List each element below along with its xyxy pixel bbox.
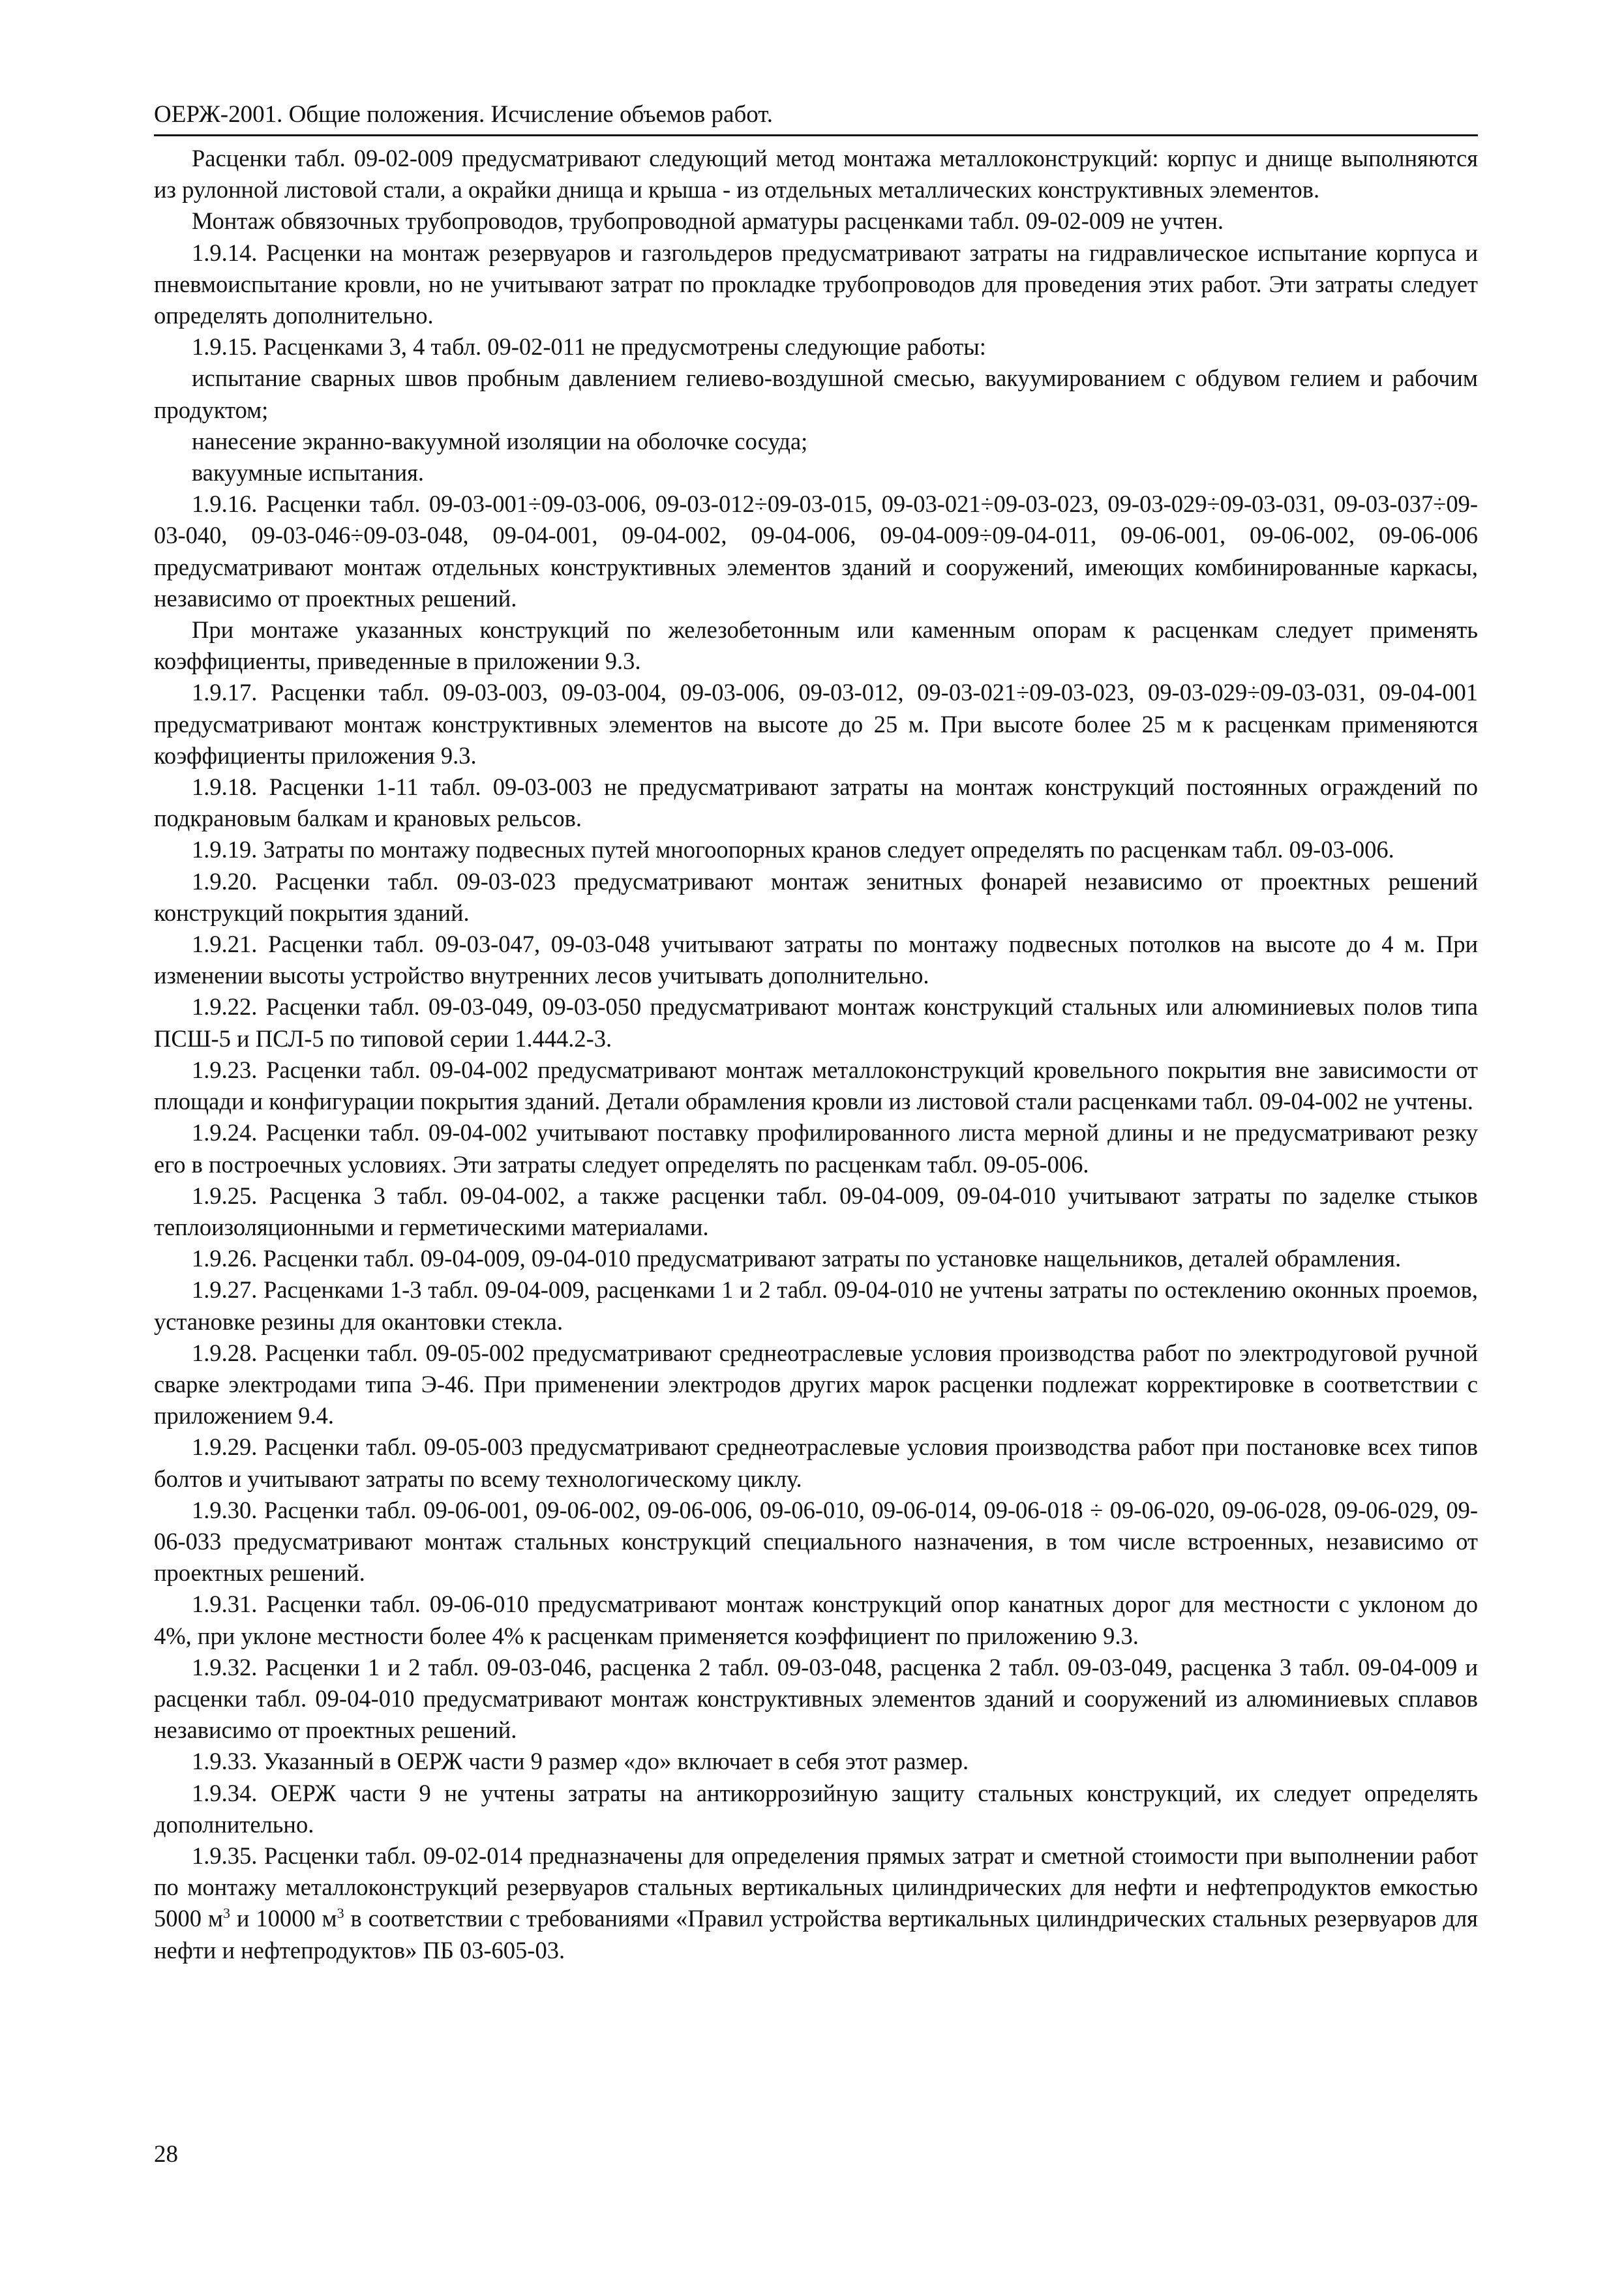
paragraph: 1.9.23. Расценки табл. 09-04-002 предусматривают монтаж металлоконструкций кровельного покрытия вне зависимости от площади и конфигурации покрытия зданий. Детали обрамления кровли из листовой стали расценками табл. 09-04-002 не учтены.	[154, 1056, 1478, 1115]
paragraph: 1.9.21. Расценки табл. 09-03-047, 09-03-048 учитывают затраты по монтажу подвесных потолков на высоте до 4 м. При изменении высоты устройство внутренних лесов учитывать дополнительно.	[154, 931, 1478, 989]
superscript: 3	[337, 1905, 344, 1922]
paragraph: 1.9.28. Расценки табл. 09-05-002 предусматривают среднеотраслевые условия производства работ по электродуговой ручной сварке электродами типа Э-46. При применении электродов других марок расценки подлежат корректировке в соответствии с приложением 9.4.	[154, 1339, 1478, 1429]
document-page	[154, 98, 1478, 1966]
paragraph: 1.9.16. Расценки табл. 09-03-001÷09-03-006, 09-03-012÷09-03-015, 09-03-021÷09-03-023, 09-03-029÷09-03-031, 09-03-037÷09-03-040, 09-03-046÷09-03-048, 09-04-001, 09-04-002, 09-04-006, 09-04-009÷09-04-011, 09-06-001, 09-06-002, 09-06-006 предусматривают монтаж отдельных конструктивных элементов зданий и сооружений, имеющих комбинированные каркасы, независимо от проектных решений.	[154, 490, 1478, 612]
paragraph-1-9-35	[154, 1840, 1478, 1966]
paragraph: вакуумные испытания.	[192, 459, 425, 486]
paragraph: 1.9.27. Расценками 1-3 табл. 09-04-009, расценками 1 и 2 табл. 09-04-010 не учтены затраты по остеклению оконных проемов, установке резины для окантовки стекла.	[154, 1276, 1478, 1335]
page-number: 28	[154, 2141, 178, 2168]
paragraph: 1.9.26. Расценки табл. 09-04-009, 09-04-010 предусматривают затраты по установке нащельников, деталей обрамления.	[192, 1245, 1402, 1272]
paragraph: 1.9.32. Расценки 1 и 2 табл. 09-03-046, расценка 2 табл. 09-03-048, расценка 2 табл. 09-03-049, расценка 3 табл. 09-04-009 и расценки табл. 09-04-010 предусматривают монтаж конструктивных элементов зданий и сооружений из алюминиевых сплавов независимо от проектных решений.	[154, 1653, 1478, 1744]
running-header: ОЕРЖ-2001. Общие положения. Исчисление объемов работ.	[154, 98, 1478, 136]
paragraph-text: в соответствии с требованиями «Правил устройства вертикальных цилиндрических стальных резервуаров для нефти и нефтепродуктов» ПБ 03-605-03.	[154, 1905, 1478, 1964]
paragraph: 1.9.20. Расценки табл. 09-03-023 предусматривают монтаж зенитных фонарей независимо от проектных решений конструкций покрытия зданий.	[154, 867, 1478, 926]
paragraph: 1.9.19. Затраты по монтажу подвесных путей многоопорных кранов следует определять по расценкам табл. 09-03-006.	[192, 836, 1394, 863]
document-body	[154, 143, 1478, 1966]
paragraph: 1.9.33. Указанный в ОЕРЖ части 9 размер «до» включает в себя этот размер.	[192, 1748, 969, 1775]
paragraph: 1.9.14. Расценки на монтаж резервуаров и газгольдеров предусматривают затраты на гидравлическое испытание корпуса и пневмоиспытание кровли, но не учитывают затрат по прокладке трубопроводов для проведения этих работ. Эти затраты следует определять дополнительно.	[154, 239, 1478, 329]
paragraph: 1.9.34. ОЕРЖ части 9 не учтены затраты на антикоррозийную защиту стальных конструкций, их следует определять дополнительно.	[154, 1779, 1478, 1838]
paragraph: испытание сварных швов пробным давлением гелиево-воздушной смесью, вакуумированием с обдувом гелием и рабочим продуктом;	[154, 365, 1478, 423]
paragraph: 1.9.17. Расценки табл. 09-03-003, 09-03-004, 09-03-006, 09-03-012, 09-03-021÷09-03-023, 09-03-029÷09-03-031, 09-04-001 предусматривают монтаж конструктивных элементов на высоте до 25 м. При высоте более 25 м к расценкам применяются коэффициенты приложения 9.3.	[154, 679, 1478, 769]
paragraph: 1.9.24. Расценки табл. 09-04-002 учитывают поставку профилированного листа мерной длины и не предусматривают резку его в построечных условиях. Эти затраты следует определять по расценкам табл. 09-05-006.	[154, 1119, 1478, 1178]
paragraph-text: и 10000 м	[230, 1905, 337, 1932]
paragraph: Расценки табл. 09-02-009 предусматривают следующий метод монтажа металлоконструкций: корпус и днище выполняются из рулонной листовой стали, а окрайки днища и крыша - из отдельных металлических конструктивных элементов.	[154, 145, 1478, 203]
paragraph: 1.9.31. Расценки табл. 09-06-010 предусматривают монтаж конструкций опор канатных дорог для местности с уклоном до 4%, при уклоне местности более 4% к расценкам применяется коэффициент по приложению 9.3.	[154, 1591, 1478, 1649]
paragraph: Монтаж обвязочных трубопроводов, трубопроводной арматуры расценками табл. 09-02-009 не учтен.	[192, 207, 1224, 235]
paragraph: 1.9.25. Расценка 3 табл. 09-04-002, а также расценки табл. 09-04-009, 09-04-010 учитывают затраты по заделке стыков теплоизоляционными и герметическими материалами.	[154, 1182, 1478, 1240]
paragraph-text: 1.9.35. Расценки табл. 09-02-014 предназначены для определения прямых затрат и сметной стоимости при выполнении работ по монтажу металлоконструкций резервуаров стальных вертикальных цилиндрических для нефти и нефтепродуктов емкостью 5000 м	[154, 1842, 1478, 1932]
superscript: 3	[223, 1905, 231, 1922]
paragraph: При монтаже указанных конструкций по железобетонным или каменным опорам к расценкам следует применять коэффициенты, приведенные в приложении 9.3.	[154, 616, 1478, 675]
paragraph: 1.9.18. Расценки 1-11 табл. 09-03-003 не предусматривают затраты на монтаж конструкций постоянных ограждений по подкрановым балкам и крановых рельсов.	[154, 773, 1478, 832]
paragraph: 1.9.22. Расценки табл. 09-03-049, 09-03-050 предусматривают монтаж конструкций стальных или алюминиевых полов типа ПСШ-5 и ПСЛ-5 по типовой серии 1.444.2-3.	[154, 993, 1478, 1052]
paragraph: 1.9.29. Расценки табл. 09-05-003 предусматривают среднеотраслевые условия производства работ при постановке всех типов болтов и учитывают затраты по всему технологическому циклу.	[154, 1433, 1478, 1492]
paragraph: нанесение экранно-вакуумной изоляции на оболочке сосуда;	[192, 427, 808, 455]
paragraph: 1.9.30. Расценки табл. 09-06-001, 09-06-002, 09-06-006, 09-06-010, 09-06-014, 09-06-018 ÷ 09-06-020, 09-06-028, 09-06-029, 09-06-033 предусматривают монтаж стальных конструкций специального назначения, в том числе встроенных, независимо от проектных решений.	[154, 1496, 1478, 1587]
paragraph: 1.9.15. Расценками 3, 4 табл. 09-02-011 не предусмотрены следующие работы:	[192, 333, 986, 361]
